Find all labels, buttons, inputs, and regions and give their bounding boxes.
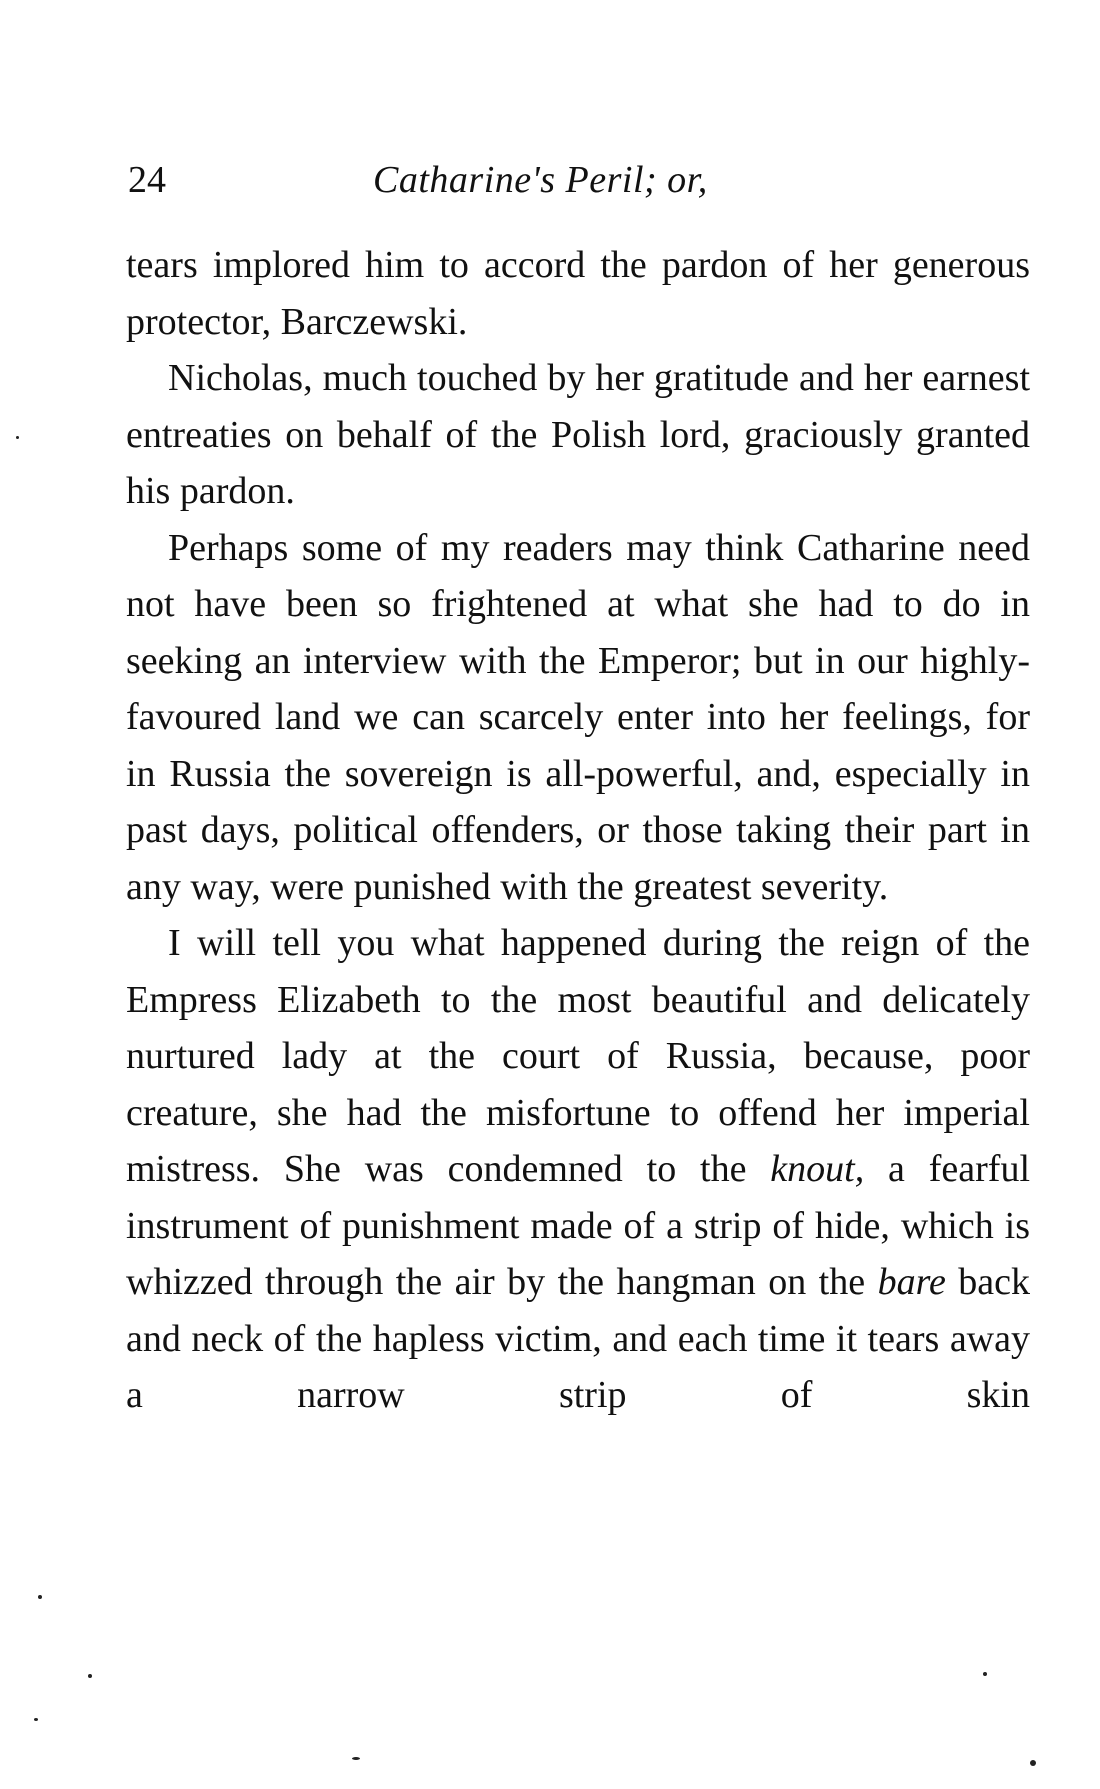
text-run: Nicholas, much touched by her gratitude and her earnest entreaties on behalf of the Polish lord, graciously granted his pardon. — [126, 357, 1030, 512]
scan-speck — [983, 1672, 987, 1676]
scan-speck — [88, 1674, 92, 1678]
running-head — [128, 150, 1028, 210]
text-run: tears implored him to accord the pardon of her generous protector, Barczewski. — [126, 244, 1030, 343]
scan-speck — [38, 1595, 42, 1599]
paragraph — [126, 520, 1030, 916]
text-run: Perhaps some of my readers may think Catharine need not have been so frightened at what she had to do in seeking an interview with the Emperor; but in our highly-favoured land we can scarcely enter into her feelings, for in Russia the sovereign is all-powerful, and, especially in past days, political offenders, or those taking their part in any way, were punished with the greatest severity. — [126, 526, 1030, 908]
text-run: back and neck of the hapless victim, and each time it tears away a narrow strip of skin — [126, 1261, 1031, 1416]
scan-speck — [34, 1718, 38, 1721]
scan-speck — [16, 436, 19, 439]
paragraph — [126, 350, 1030, 520]
paragraph — [126, 237, 1030, 350]
paragraph — [126, 915, 1030, 1424]
body-text — [126, 237, 1030, 1424]
italic-text-run: bare — [877, 1261, 946, 1303]
text-run: I will tell you what happened during the reign of the Empress Elizabeth to the most beautiful and delicately nurtured lady at the court of Russia, because, poor creature, she had the misfortune to offend her imperial mistress. She was condemned to the — [126, 922, 1030, 1190]
scan-speck — [352, 1757, 360, 1760]
scan-speck — [1030, 1760, 1036, 1766]
italic-text-run: knout, — [770, 1148, 865, 1190]
text-run: a fearful instrument of punishment made of a strip of hide, which is whizzed through the air by the hangman on the — [126, 1148, 1030, 1303]
running-title: Catharine's Peril; or, — [373, 159, 708, 201]
page-number: 24 — [128, 159, 166, 201]
